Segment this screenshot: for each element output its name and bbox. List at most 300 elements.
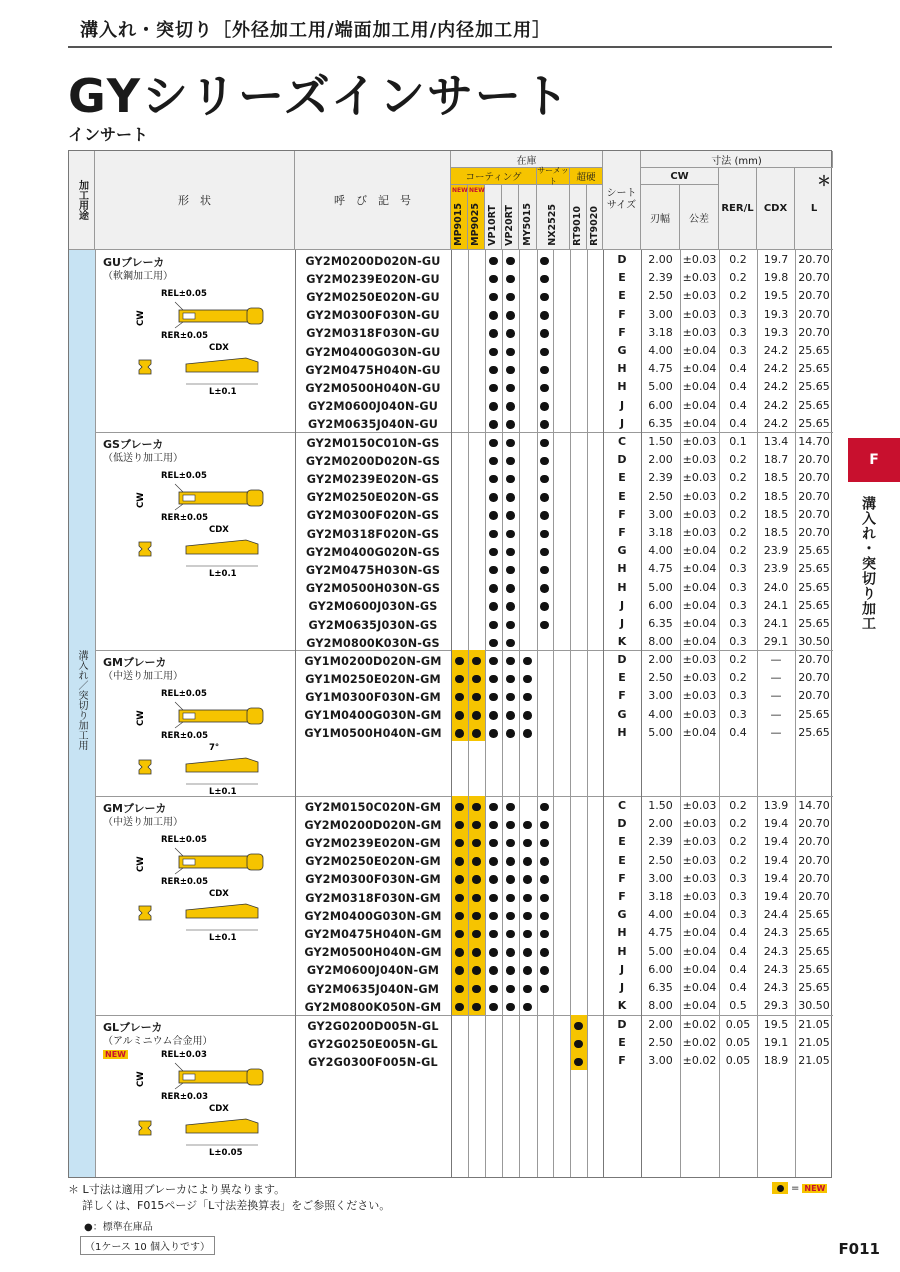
l-label: L±0.1 <box>209 387 237 397</box>
cell-w: 6.00 <box>648 398 673 412</box>
breaker-name: GLブレーカ <box>103 1021 163 1034</box>
stock-dot-icon <box>489 402 498 411</box>
rel-label: REL±0.05 <box>161 471 207 481</box>
cell-cdx: 24.3 <box>763 962 789 976</box>
cell-rer: 0.2 <box>729 653 747 666</box>
cell-cdx: 24.1 <box>763 598 789 612</box>
part-code: GY2M0400G030N-GM <box>304 909 442 923</box>
cell-tol: ±0.03 <box>682 253 717 266</box>
cell-cdx: — <box>770 653 782 666</box>
insert-drawing <box>131 470 291 580</box>
cell-seat: F <box>618 325 626 339</box>
stock-dot-icon <box>506 293 515 302</box>
grade-header-nx2525 <box>537 185 570 250</box>
cell-seat: E <box>618 671 626 685</box>
part-code: GY2M0500H040N-GU <box>305 381 441 395</box>
stock-dot-icon <box>455 985 464 994</box>
breaker-label <box>103 438 183 465</box>
stock-dot-icon <box>523 729 532 738</box>
stock-dot-icon <box>506 966 515 975</box>
stock-dot-icon <box>540 930 549 939</box>
insert-edge <box>183 1074 195 1080</box>
stock-dot-icon <box>489 729 498 738</box>
cell-tol: ±0.04 <box>682 999 717 1013</box>
breaker-name: GUブレーカ <box>103 256 165 269</box>
stock-dot-icon <box>540 275 549 284</box>
cell-rer: 0.3 <box>729 871 747 885</box>
stock-dot-icon <box>489 857 498 866</box>
code-header: 呼 び 記 号 <box>295 151 451 250</box>
insert-front-view <box>139 906 151 920</box>
stock-dot-icon <box>489 530 498 539</box>
cell-seat: F <box>618 689 626 703</box>
stock-dot-icon <box>506 839 515 848</box>
l-label: L±0.1 <box>209 569 237 579</box>
cell-seat: J <box>619 598 625 612</box>
cell-seat: E <box>618 853 626 867</box>
cell-w: 4.00 <box>648 344 673 357</box>
grade-header-vp20rt <box>502 185 519 250</box>
stock-dot-icon <box>489 348 498 357</box>
rel-leader <box>175 302 183 310</box>
cdx-label: CDX <box>209 1104 229 1114</box>
stock-dot-icon <box>472 857 481 866</box>
cell-l: 25.65 <box>798 380 830 394</box>
insert-edge <box>183 859 195 865</box>
cell-cdx: 29.3 <box>763 999 789 1013</box>
cell-tol: ±0.04 <box>682 416 717 430</box>
cell-cdx: 24.1 <box>763 617 789 630</box>
cell-cdx: 24.2 <box>763 362 789 376</box>
cell-cdx: 24.0 <box>763 580 789 594</box>
stock-dot-icon <box>540 894 549 903</box>
cell-l: 25.65 <box>798 544 830 558</box>
part-code: GY2M0300F030N-GU <box>306 309 440 323</box>
stock-dot-icon <box>455 693 464 702</box>
stock-dot-icon <box>506 275 515 284</box>
rel-label: REL±0.05 <box>161 289 207 299</box>
stock-dot-icon <box>540 821 549 830</box>
cell-seat: H <box>617 944 627 958</box>
cell-seat: H <box>617 562 627 576</box>
stock-dot-icon <box>506 475 515 484</box>
cell-w: 2.50 <box>648 1036 673 1050</box>
stock-dot-icon <box>472 1003 481 1012</box>
stock-dot-icon <box>506 566 515 575</box>
breaker-desc: （中送り加工用） <box>103 817 183 828</box>
part-code: GY2M0400G030N-GU <box>305 345 441 359</box>
cell-w: 2.50 <box>648 289 673 303</box>
stock-dot-icon <box>489 985 498 994</box>
cell-rer: 0.4 <box>729 380 747 394</box>
cell-cdx: — <box>770 671 782 685</box>
stock-dot-icon <box>523 675 532 684</box>
cell-l: 20.70 <box>798 325 830 339</box>
part-code: GY2M0475H040N-GU <box>305 363 441 377</box>
cell-w: 4.75 <box>648 562 673 576</box>
grade-header-mp9025 <box>468 185 485 250</box>
cell-cdx: 18.5 <box>763 526 789 539</box>
cell-w: 5.00 <box>648 580 673 594</box>
cell-cdx: 19.3 <box>763 307 789 321</box>
part-code: GY2M0635J040N-GU <box>307 418 439 432</box>
cell-l: 25.65 <box>798 725 830 739</box>
cell-seat: H <box>617 580 627 594</box>
insert-end <box>247 490 263 506</box>
cell-seat: F <box>618 526 626 539</box>
cell-l: 25.65 <box>798 981 830 994</box>
case-note: （1ケース 10 個入りです） <box>80 1236 215 1255</box>
cell-seat: J <box>619 617 625 630</box>
part-code: GY2G0200D005N-GL <box>307 1019 439 1033</box>
stock-dot-icon <box>506 439 515 448</box>
cell-rer: 0.4 <box>729 981 747 994</box>
cell-tol: ±0.04 <box>682 362 717 376</box>
cell-w: 2.50 <box>648 671 673 685</box>
cell-l: 20.70 <box>798 689 830 703</box>
stock-dot-icon <box>472 821 481 830</box>
cell-l: 20.70 <box>798 489 830 503</box>
stock-dot-icon <box>472 839 481 848</box>
stock-dot-icon <box>540 875 549 884</box>
cell-tol: ±0.03 <box>682 689 717 703</box>
stock-dot-icon <box>455 657 464 666</box>
cell-rer: 0.2 <box>729 526 747 539</box>
cell-l: 20.70 <box>798 890 830 903</box>
cell-cdx: 19.3 <box>763 325 789 339</box>
stock-dot-icon <box>489 311 498 320</box>
stock-dot-icon <box>489 639 498 648</box>
cell-l: 25.65 <box>798 944 830 958</box>
insert-front-view <box>139 760 151 774</box>
cell-l: 20.70 <box>798 253 830 266</box>
cermet-header: サーメット <box>537 166 569 186</box>
stock-dot-icon <box>506 803 515 812</box>
l-label: L±0.1 <box>209 787 237 797</box>
grade-name: MY5015 <box>521 203 533 246</box>
cell-tol: ±0.04 <box>682 725 717 739</box>
cell-l: 20.70 <box>798 271 830 285</box>
cell-cdx: 19.7 <box>763 253 789 266</box>
stock-dot-icon <box>506 257 515 266</box>
cell-seat: E <box>618 835 626 849</box>
cell-tol: ±0.02 <box>682 1036 717 1050</box>
stock-dot-icon <box>540 912 549 921</box>
cell-cdx: 19.4 <box>763 871 789 885</box>
stock-dot-icon <box>489 420 498 429</box>
stock-dot-icon <box>489 821 498 830</box>
cell-l: 20.70 <box>798 526 830 539</box>
cell-l: 20.70 <box>798 871 830 885</box>
cell-seat: D <box>617 1018 627 1031</box>
cell-cdx: 13.9 <box>763 799 789 812</box>
stock-dot-icon <box>489 803 498 812</box>
section-tab-f[interactable]: F <box>848 438 900 482</box>
cell-cdx: 18.7 <box>763 453 789 467</box>
stock-dot-icon <box>506 857 515 866</box>
stock-dot-icon <box>523 821 532 830</box>
usage-header: 加工用途 <box>76 180 88 220</box>
cell-cdx: 24.2 <box>763 344 789 357</box>
cell-tol: ±0.04 <box>682 981 717 994</box>
cell-l: 25.65 <box>798 344 830 357</box>
cell-rer: 0.2 <box>729 471 747 485</box>
cell-tol: ±0.04 <box>682 635 717 649</box>
cell-rer: 0.05 <box>725 1018 751 1031</box>
cell-rer: 0.2 <box>729 817 747 831</box>
l-label: L±0.1 <box>209 933 237 943</box>
stock-dot-icon <box>574 1058 583 1067</box>
cell-rer: 0.3 <box>729 635 747 649</box>
stock-dot-icon <box>489 657 498 666</box>
cell-cdx: — <box>770 725 782 739</box>
cell-seat: E <box>618 289 626 303</box>
cell-l: 25.65 <box>798 416 830 430</box>
stock-dot-icon <box>523 894 532 903</box>
stock-dot-icon <box>506 348 515 357</box>
cdx-label: 7° <box>209 743 220 753</box>
carbide-header: 超硬 <box>570 168 603 185</box>
stock-dot-icon <box>455 930 464 939</box>
cell-seat: D <box>617 653 627 666</box>
cell-tol: ±0.02 <box>682 1054 717 1068</box>
cell-l: 30.50 <box>798 999 830 1013</box>
cdx-header: CDX <box>757 168 795 250</box>
shape-header: 形 状 <box>95 151 295 250</box>
cell-w: 5.00 <box>648 380 673 394</box>
cell-seat: C <box>617 799 627 812</box>
cell-rer: 0.2 <box>729 289 747 303</box>
cell-l: 20.70 <box>798 671 830 685</box>
cell-tol: ±0.04 <box>682 617 717 630</box>
cell-w: 4.75 <box>648 362 673 376</box>
cell-cdx: 18.5 <box>763 507 789 521</box>
stock-dot-icon <box>472 729 481 738</box>
cell-tol: ±0.03 <box>682 526 717 539</box>
stock-dot-icon <box>523 948 532 957</box>
grade-name: RT9020 <box>588 206 600 246</box>
table-header <box>68 150 832 250</box>
stock-dot-icon <box>506 511 515 520</box>
stock-dot-icon <box>523 711 532 720</box>
cell-seat: H <box>617 926 627 940</box>
cell-seat: H <box>617 725 627 739</box>
stock-dot-icon <box>489 875 498 884</box>
part-code: GY2M0800K050N-GM <box>304 1000 442 1014</box>
cell-cdx: 24.2 <box>763 416 789 430</box>
cw-label: CW <box>136 310 146 326</box>
stock-dot-icon <box>455 729 464 738</box>
stock-legend: ●：標準在庫品 <box>84 1222 153 1233</box>
footnote <box>68 1182 390 1214</box>
insert-edge <box>183 713 195 719</box>
cell-w: 3.00 <box>648 689 673 703</box>
part-code: GY2M0600J040N-GM <box>306 964 440 978</box>
cell-seat: J <box>619 398 625 412</box>
part-code: GY2M0300F020N-GS <box>306 509 440 523</box>
seat-size-header: シートサイズ <box>603 151 641 250</box>
stock-dot-icon <box>506 657 515 666</box>
stock-dot-icon <box>455 711 464 720</box>
stock-dot-icon <box>472 675 481 684</box>
stock-dot-icon <box>506 639 515 648</box>
cell-seat: E <box>618 1036 626 1050</box>
stock-dot-icon <box>489 912 498 921</box>
part-code: GY1M0250E020N-GM <box>305 672 441 686</box>
insert-side-view <box>186 540 258 554</box>
cell-l: 21.05 <box>798 1018 830 1031</box>
grade-header-vp10rt <box>485 185 502 250</box>
cell-w: 2.39 <box>648 271 673 285</box>
cell-tol: ±0.04 <box>682 380 717 394</box>
stock-dot-icon <box>523 1003 532 1012</box>
cell-seat: G <box>617 707 627 721</box>
cell-rer: 0.1 <box>729 435 747 448</box>
new-badge: NEW <box>105 1050 126 1059</box>
stock-dot-icon <box>540 420 549 429</box>
grade-name: VP20RT <box>504 205 515 246</box>
stock-dot-icon <box>506 584 515 593</box>
stock-dot-icon <box>540 985 549 994</box>
usage-category: 溝入れ／突切り加工用 <box>76 650 87 750</box>
stock-dot-icon <box>472 966 481 975</box>
grade-header-rt9010 <box>570 185 587 250</box>
cell-l: 14.70 <box>798 435 830 448</box>
cw-label: CW <box>136 856 146 872</box>
part-code: GY1M0400G030N-GM <box>304 709 442 723</box>
stock-dot-icon <box>455 875 464 884</box>
cdx-label: CDX <box>209 525 229 535</box>
stock-dot-icon <box>506 311 515 320</box>
cell-tol: ±0.03 <box>682 871 717 885</box>
stock-dot-icon <box>574 1022 583 1031</box>
cell-tol: ±0.04 <box>682 544 717 558</box>
cell-tol: ±0.04 <box>682 580 717 594</box>
stock-dot-icon <box>489 693 498 702</box>
stock-dot-icon <box>506 530 515 539</box>
stock-dot-icon <box>506 329 515 338</box>
cell-rer: 0.2 <box>729 271 747 285</box>
cell-w: 2.39 <box>648 471 673 485</box>
cell-tol: ±0.03 <box>682 453 717 467</box>
stock-dot-icon <box>540 402 549 411</box>
cell-rer: 0.4 <box>729 962 747 976</box>
stock-dot-icon <box>489 584 498 593</box>
cell-cdx: 23.9 <box>763 562 789 576</box>
stock-dot-icon <box>506 548 515 557</box>
insert-end <box>247 1069 263 1085</box>
cell-cdx: 24.4 <box>763 908 789 922</box>
insert-drawing <box>131 834 291 944</box>
cell-w: 2.50 <box>648 853 673 867</box>
cell-w: 6.35 <box>648 416 673 430</box>
stock-dot-icon <box>523 693 532 702</box>
cw-label: CW <box>136 1071 146 1087</box>
stock-dot-icon <box>506 729 515 738</box>
stock-dot-icon <box>540 457 549 466</box>
breaker-name: GSブレーカ <box>103 438 164 451</box>
stock-dot-icon <box>540 948 549 957</box>
part-code: GY2M0250E020N-GU <box>306 290 440 304</box>
legend-equals: = <box>791 1182 800 1194</box>
part-code: GY2M0800K030N-GS <box>306 636 440 650</box>
insert-drawing <box>131 1049 291 1159</box>
cell-tol: ±0.03 <box>682 707 717 721</box>
cell-l: 25.65 <box>798 707 830 721</box>
part-code: GY2M0200D020N-GU <box>305 254 441 268</box>
cell-seat: D <box>617 253 627 266</box>
cell-l: 20.70 <box>798 289 830 303</box>
grade-name: MP9025 <box>470 203 481 246</box>
cell-tol: ±0.03 <box>682 817 717 831</box>
cell-rer: 0.3 <box>729 344 747 357</box>
cell-w: 3.00 <box>648 307 673 321</box>
part-code: GY2M0600J030N-GS <box>308 600 438 614</box>
cell-l: 25.65 <box>798 908 830 922</box>
insert-side-view <box>186 904 258 918</box>
cell-seat: F <box>618 1054 626 1068</box>
cell-cdx: 18.5 <box>763 471 789 485</box>
cell-seat: E <box>618 489 626 503</box>
stock-dot-icon <box>472 930 481 939</box>
rel-label: REL±0.05 <box>161 689 207 699</box>
rer-leader <box>175 868 183 874</box>
stock-dot-icon <box>489 566 498 575</box>
cell-tol: ±0.03 <box>682 853 717 867</box>
part-code: GY2M0635J030N-GS <box>308 618 438 632</box>
cell-rer: 0.2 <box>729 853 747 867</box>
cell-rer: 0.4 <box>729 944 747 958</box>
new-badge: NEW <box>452 187 468 194</box>
stock-dot-icon <box>489 493 498 502</box>
stock-dot-icon <box>540 966 549 975</box>
section-title: インサート <box>68 125 149 144</box>
cell-seat: K <box>617 999 627 1013</box>
rer-leader <box>175 322 183 328</box>
cell-cdx: 18.9 <box>763 1054 789 1068</box>
stock-dot-icon <box>506 1003 515 1012</box>
stock-dot-icon <box>540 566 549 575</box>
stock-dot-icon <box>489 948 498 957</box>
cell-seat: J <box>619 981 625 994</box>
grade-name: MP9015 <box>453 203 464 246</box>
insert-end <box>247 308 263 324</box>
insert-side-view <box>186 358 258 372</box>
rel-label: REL±0.05 <box>161 835 207 845</box>
part-code: GY2M0300F030N-GM <box>305 873 441 887</box>
cell-l: 25.65 <box>798 580 830 594</box>
stock-dot-icon <box>540 621 549 630</box>
new-dot-icon <box>772 1182 788 1194</box>
stock-dot-icon <box>489 329 498 338</box>
stock-dot-icon <box>523 985 532 994</box>
stock-dot-icon <box>455 894 464 903</box>
stock-dot-icon <box>506 875 515 884</box>
stock-dot-icon <box>472 657 481 666</box>
cell-cdx: 13.4 <box>763 435 789 448</box>
stock-dot-icon <box>472 948 481 957</box>
cell-l: 20.70 <box>798 453 830 467</box>
stock-dot-icon <box>472 875 481 884</box>
rer-label: RER±0.03 <box>161 1092 208 1102</box>
cell-l: 20.70 <box>798 507 830 521</box>
cell-w: 2.00 <box>648 253 673 266</box>
cell-l: 25.65 <box>798 562 830 576</box>
cell-l: 20.70 <box>798 853 830 867</box>
stock-dot-icon <box>455 821 464 830</box>
cell-rer: 0.5 <box>729 999 747 1013</box>
stock-dot-icon <box>489 548 498 557</box>
